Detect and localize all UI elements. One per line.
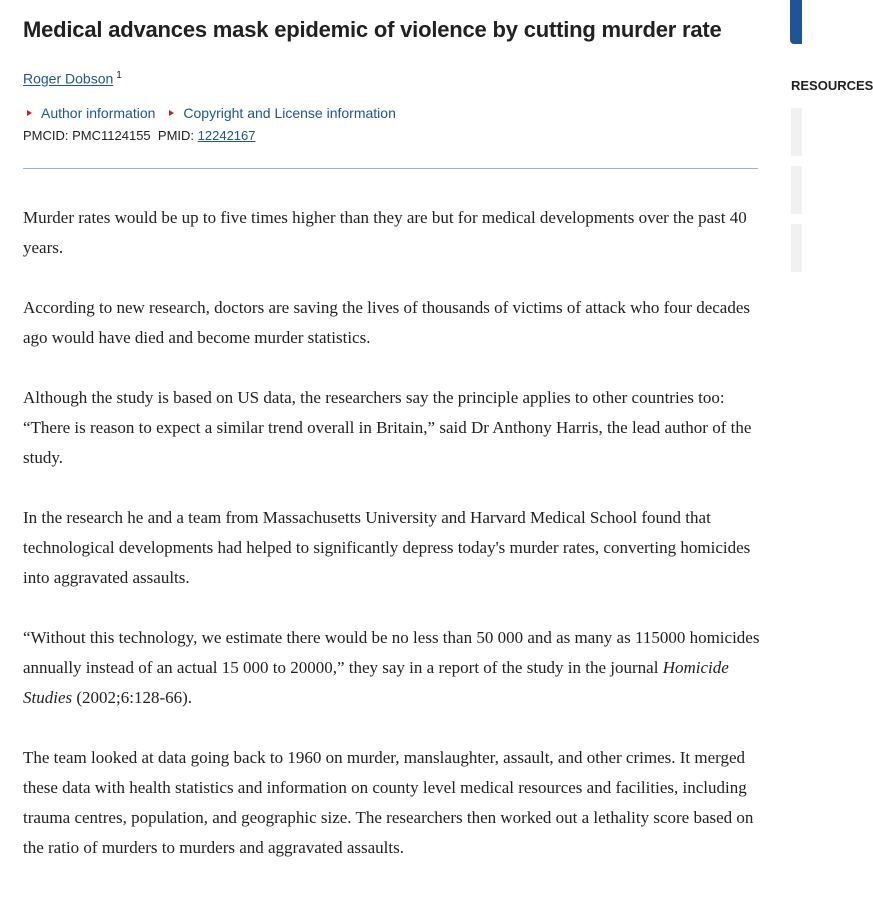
sidebar-toggle-button[interactable] xyxy=(790,0,802,44)
author-link[interactable]: Roger Dobson xyxy=(23,70,114,87)
author-information-label: Author information xyxy=(41,105,156,121)
article-body xyxy=(23,203,760,863)
divider xyxy=(23,168,758,169)
pmid-link[interactable]: 12242167 xyxy=(197,128,256,143)
sidebar-heading: RESOURCES xyxy=(791,78,873,93)
pmcid-label: PMCID: xyxy=(23,128,69,143)
paragraph: Murder rates would be up to five times higher than they are but for medical developments over the past 40 years. xyxy=(23,208,747,257)
sidebar-item[interactable] xyxy=(791,224,802,272)
triangle-right-icon xyxy=(27,110,32,116)
citation-text: (2002;6:128-66). xyxy=(72,688,193,707)
paragraph: In the research he and a team from Massachusetts University and Harvard Medical School found that technological developments had helped to significantly depress today's murder rates, converting homicides into aggravated assaults. xyxy=(23,508,751,587)
article-title: Medical advances mask epidemic of violence by cutting murder rate xyxy=(23,17,722,42)
pmcid-value: PMC1124155 xyxy=(72,128,151,143)
quote-text: “Without this technology, we estimate there would be no less than 50 000 and as many as 115000 homicides annually instead of an actual 15 000 to 20000,” they say in a report of the study in the journal xyxy=(23,628,760,677)
pmid-label: PMID: xyxy=(157,128,195,143)
info-links xyxy=(23,103,760,123)
quote-paragraph xyxy=(23,623,760,713)
author-information-toggle[interactable] xyxy=(23,103,155,123)
author-line xyxy=(23,66,760,86)
paragraph: According to new research, doctors are saving the lives of thousands of victims of attack who four decades ago would have died and become murder statistics. xyxy=(23,298,750,347)
sidebar-item[interactable] xyxy=(791,166,802,214)
sidebar-item[interactable] xyxy=(791,108,802,156)
paragraph: Although the study is based on US data, the researchers say the principle applies to other countries too: “There is reason to expect a similar trend overall in Britain,” said Dr Anthony Harris, the lead author of the study. xyxy=(23,388,752,467)
copyright-license-toggle[interactable] xyxy=(165,103,395,123)
copyright-license-label: Copyright and License information xyxy=(183,105,396,121)
author-affiliation-marker[interactable]: 1 xyxy=(116,70,122,81)
article-ids xyxy=(23,126,760,146)
triangle-right-icon xyxy=(169,110,174,116)
paragraph: The team looked at data going back to 1960 on murder, manslaughter, assault, and other crimes. It merged these data with health statistics and information on county level medical resources and facilities, including trauma centres, population, and geographic size. The researchers then worked out a lethality score based on the ratio of murders to murders and aggravated assaults. xyxy=(23,748,754,857)
article xyxy=(23,0,760,893)
journal-name: Homicide Studies xyxy=(23,658,729,707)
